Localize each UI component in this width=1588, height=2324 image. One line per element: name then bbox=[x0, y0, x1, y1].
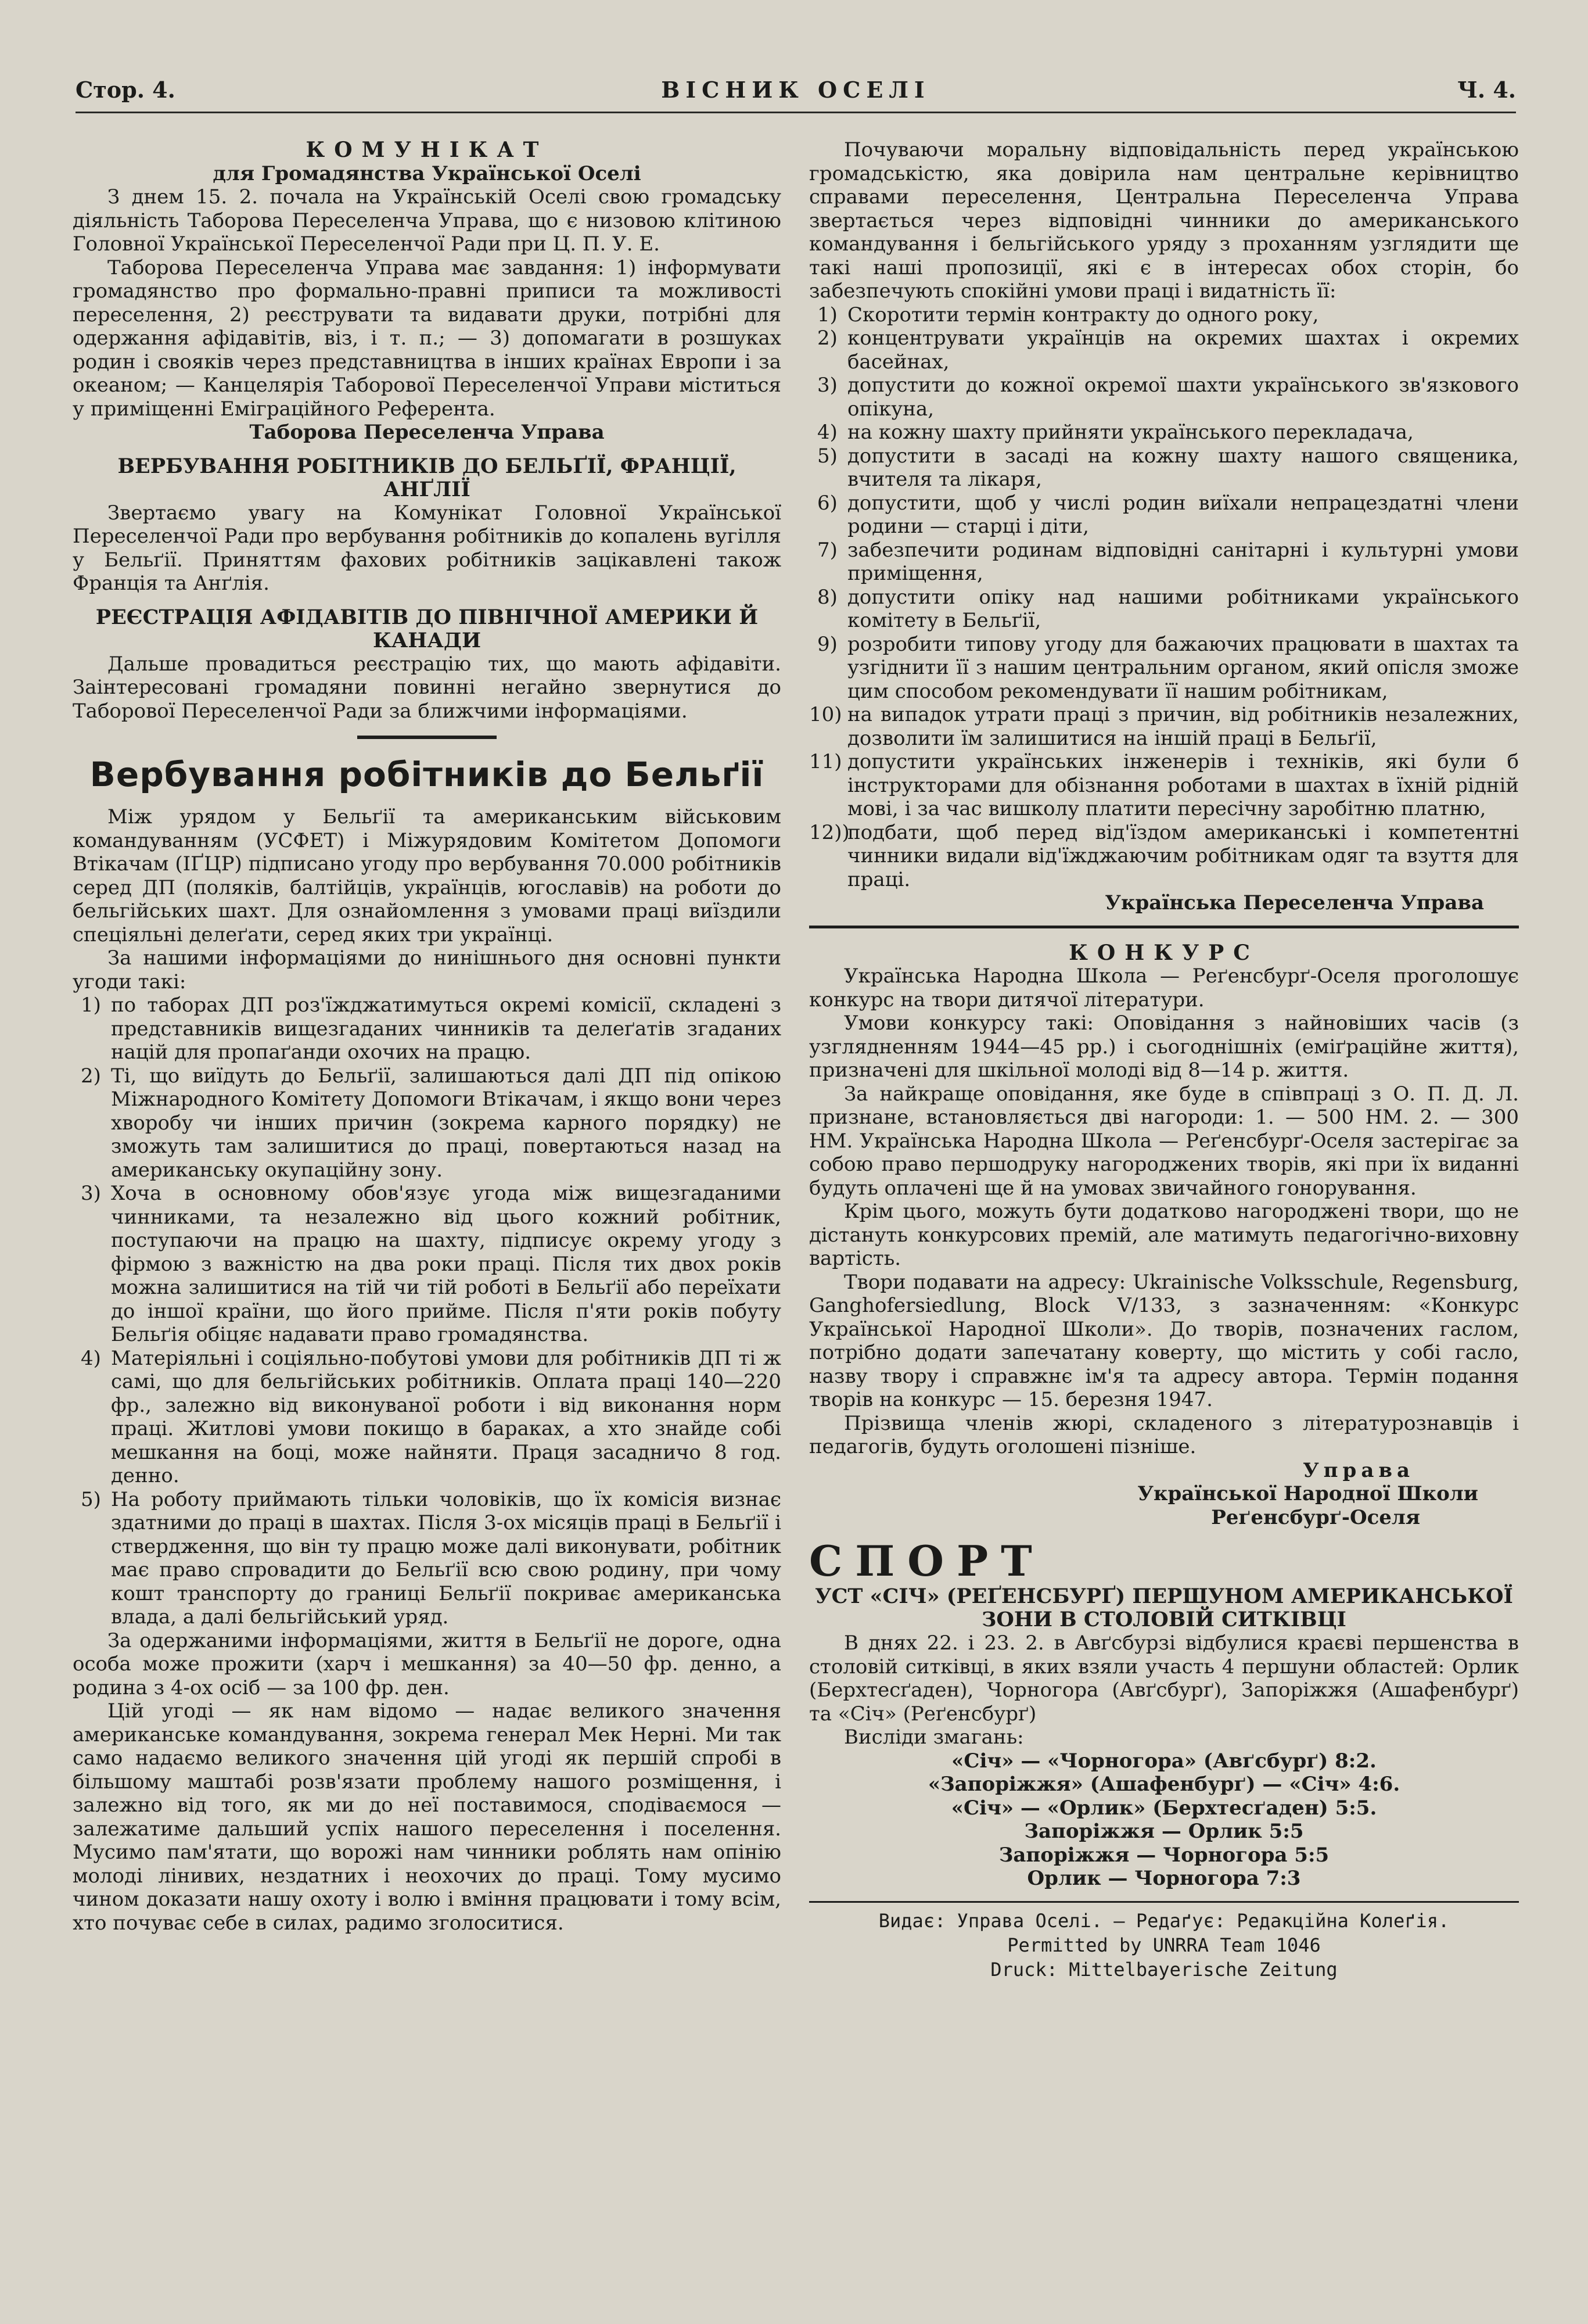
list-item: 1) Скоротити термін контракту до одного року, bbox=[817, 303, 1319, 327]
komunikat-title: КОМУНІКАТ bbox=[306, 138, 548, 162]
list-item: 5) На роботу приймають тільки чоловіків, що їх комісія визнає здатними до праці в шахтах. Після 3-ох місяців праці в Бельґії і ствердження, що він ту працю може далі виконувати, робітник має право спровадити до Бельґії всю свою родину, при чому кошт транспорту до границі Бельґії покриває американська влада, а далі бельгійський уряд. bbox=[81, 1487, 781, 1629]
contest-p1: Українська Народна Школа — Реґенсбурґ-Оселя проголошує конкурс на твори дитячої літератури. bbox=[809, 964, 1519, 1012]
sport-headline: УСТ «СІЧ» (РЕҐЕНСБУРҐ) ПЕРШУНОМ АМЕРИКАНСЬКОЇ ЗОНИ В СТОЛОВІЙ СИТКІВЦІ bbox=[815, 1584, 1513, 1631]
recruitment-text: Звертаємо увагу на Комунікат Головної Української Переселенчої Ради про вербування робітників до копалень вугілля у Бельґії. Приняттям фахових робітників зацікавлені також Франція та Анґлія. bbox=[73, 501, 781, 595]
list-item: 2) Ті, що виїдуть до Бельґії, залишаються далі ДП під опікою Міжнародного Комітету Допомоги Втікачам, і якщо вони через хворобу чи інших причин (зокрема карного порядку) не зможуть там залишитися до праці, повертаються назад на американську окупаційну зону. bbox=[81, 1064, 781, 1182]
contest-title: КОНКУРС bbox=[1069, 940, 1259, 965]
list-item: 3) допустити до кожної окремої шахти українського зв'язкового опікуна, bbox=[817, 374, 1519, 421]
proposals-intro: Почуваючи моральну відповідальність перед українською громадськістю, яка довірила нам центральне керівництво справами переселення, Центральна Переселенча Управа звертається через відповідні чинники до американського командування і бельгійського уряду з проханням узглядити ще такі наші пропозиції, які є в інтересах обох сторін, бо забезпечують спокійні умови праці і видатність її: bbox=[809, 138, 1519, 303]
agreement-points-list bbox=[73, 994, 781, 1629]
imprint-printer: Druck: Mittelbayerische Zeitung bbox=[990, 1958, 1338, 1981]
list-item: 6) допустити, щоб у числі родин виїхали непрацездатні члени родини — старці і діти, bbox=[817, 491, 1519, 538]
list-item: 3) Хоча в основному обов'язує угода між вищезгаданими чинниками, та незалежно від цього кожний робітник, поступаючи на працю на шахту, підписує окрему угоду з фірмою з важністю на два роки праці. Після тих двох років можна залишитися на тій чи тій роботі в Бельґії або переїхати до іншої країни, що його прийме. Після п'яти років побуту Бельґія обіцяє надавати право громадянства. bbox=[81, 1182, 781, 1346]
sport-results bbox=[809, 1749, 1519, 1891]
page-number: Стор. 4. bbox=[76, 77, 175, 103]
sport-results-label: Висліди змагань: bbox=[844, 1726, 1024, 1749]
affidavits-heading: РЕЄСТРАЦІЯ АФІДАВІТІВ ДО ПІВНІЧНОЇ АМЕРИКИ Й КАНАДИ bbox=[95, 605, 759, 652]
result-row: «Запоріжжя» (Ашафенбурґ) — «Січ» 4:6. bbox=[928, 1773, 1400, 1796]
result-row: «Січ» — «Чорногора» (Авґсбурґ) 8:2. bbox=[951, 1749, 1377, 1773]
list-item: 12)) подбати, щоб перед від'їздом американські і компетентні чинники видали від'їжджаючим робітникам одяг та взуття для праці. bbox=[809, 820, 1519, 891]
contest-p5: Твори подавати на адресу: Ukrainische Volksschule, Regensburg, Ganghofersiedlung, Block V/133, з зазначенням: «Конкурс Української Народної Школи». До творів, позначених гаслом, потрібно додати запечатану коверту, що містить у собі гасло, назву твору і справжнє ім'я та адресу автора. Термін подання творів на конкурс — 15. березня 1947. bbox=[809, 1270, 1519, 1411]
recruitment-heading: ВЕРБУВАННЯ РОБІТНИКІВ ДО БЕЛЬҐІЇ, ФРАНЦІЇ, АНҐЛІЇ bbox=[117, 454, 736, 501]
contest-signature-1: Управа bbox=[1303, 1458, 1414, 1482]
page-header bbox=[76, 77, 1516, 113]
list-item: 9) розробити типову угоду для бажаючих працювати в шахтах та узгіднити її з нашим центральним органом, який опісля зможе цим способом рекомендувати її нашим робітникам, bbox=[817, 632, 1519, 703]
list-item: 8) допустити опіку над нашими робітниками українського комітету в Бельґії, bbox=[817, 585, 1519, 632]
belgium-p1: Між урядом у Бельґії та американським військовим командуванням (УСФЕТ) і Міжурядовим Комітетом Допомоги Втікачам (ІҐЦР) підписано угоду про вербування 70.000 робітників серед ДП (поляків, балтійців, українців, югославів) на роботи до бельгійських шахт. Для ознайомлення з умовами праці виїздили спеціяльні делеґати, серед яких три українці. bbox=[73, 805, 781, 946]
list-item: 2) концентрувати українців на окремих шахтах і окремих басейнах, bbox=[817, 327, 1519, 374]
komunikat-signature: Таборова Переселенча Управа bbox=[249, 421, 605, 444]
komunikat-p2: Таборова Переселенча Управа має завдання: 1) інформувати громадянство про формально-правні приписи та можливості переселення, 2) реєструвати та видавати друки, потрібні для одержання афідавітів, віз, і т. п.; — 3) допомагати в розшуках родин і свояків через представництва в інших країнах Европи і за океаном; — Канцелярія Таборової Переселенчої Управи міститься у приміщенні Еміграційного Референта. bbox=[73, 256, 781, 421]
contest-signature-3: Реґенсбурґ-Оселя bbox=[1211, 1505, 1420, 1529]
sport-section-title: СПОРТ bbox=[809, 1536, 1045, 1586]
list-item: 4) на кожну шахту прийняти українського перекладача, bbox=[817, 421, 1414, 444]
belgium-p2: За нашими інформаціями до нинішнього дня основні пункти угоди такі: bbox=[73, 946, 781, 994]
imprint bbox=[809, 1909, 1519, 1982]
result-row: Запоріжжя — Чорногора 5:5 bbox=[998, 1843, 1330, 1867]
result-row: Запоріжжя — Орлик 5:5 bbox=[1024, 1820, 1304, 1843]
list-item: 5) допустити в засаді на кожну шахту нашого священика, вчителя та лікаря, bbox=[817, 444, 1519, 491]
belgium-article-title: Вербування робітників до Бельґії bbox=[89, 755, 764, 794]
result-row: Орлик — Чорногора 7:3 bbox=[1027, 1867, 1301, 1890]
contest-p3: За найкраще оповідання, яке буде в співпраці з О. П. Д. Л. признане, встановляється дві нагороди: 1. — 500 НМ. 2. — 300 НМ. Українська Народна Школа — Реґенсбурґ-Оселя застерігає за собою право першодруку нагороджених творів, які при їх виданні будуть оплачені ще й на умовах звичайного гонорування. bbox=[809, 1082, 1519, 1200]
right-column bbox=[809, 138, 1519, 1982]
imprint-permit: Permitted by UNRRA Team 1046 bbox=[1007, 1934, 1321, 1956]
imprint-publisher: Видає: Управа Оселі. — Редаґує: Редакційна Колеґія. bbox=[878, 1909, 1450, 1932]
contest-p4: Крім цього, можуть бути додатково нагороджені твори, що не дістануть конкурсових премій, але матимуть педагогічно-виховну вартість. bbox=[809, 1200, 1519, 1270]
contest-signature-2: Української Народної Школи bbox=[1137, 1482, 1478, 1505]
footer-rule bbox=[809, 1901, 1519, 1903]
contest-p6: Прізвища членів жюрі, складеного з літературознавців і педагогів, будуть оголошені пізніше. bbox=[809, 1411, 1519, 1458]
list-item: 7) забезпечити родинам відповідні санітарні і культурні умови приміщення, bbox=[817, 538, 1519, 585]
issue-number: Ч. 4. bbox=[1457, 77, 1516, 103]
komunikat-subtitle: для Громадянства Української Оселі bbox=[213, 162, 641, 185]
separator-rule bbox=[357, 736, 497, 739]
contest-p2: Умови конкурсу такі: Оповідання з найновіших часів (з узглядненням 1944—45 рр.) і сьогоднішніх (еміґраційне життя), призначені для шкільної молоді від 8—14 р. життя. bbox=[809, 1012, 1519, 1082]
list-item: 10) на випадок утрати праці з причин, від робітників незалежних, дозволити їм залишитися на іншій праці в Бельґії, bbox=[809, 703, 1519, 750]
sport-text: В днях 22. і 23. 2. в Авґсбурзі відбулися краєві першенства в столовій ситківці, в яких взяли участь 4 першуни областей: Орлик (Берхтесґаден), Чорногора (Авґсбурґ), Запоріжжя (Ашафенбурґ) та «Січ» (Реґенсбурґ) bbox=[809, 1631, 1519, 1726]
newspaper-title: ВІСНИК ОСЕЛІ bbox=[661, 77, 930, 103]
proposals-list bbox=[809, 303, 1519, 892]
separator-rule bbox=[809, 926, 1519, 928]
list-item: 1) по таборах ДП роз'їжджатимуться окремі комісії, складені з представників вищезгаданих чинників та делеґатів згаданих націй для пропаґанди охочих на працю. bbox=[81, 994, 781, 1064]
belgium-p4: Цій угоді — як нам відомо — надає великого значення американське командування, зокрема генерал Мек Нерні. Ми так само надаємо великого значення цій угоді як першій спробі в більшому маштабі розв'язати проблему нашого розміщення, і залежно від того, як ми до неї поставимося, сподіваємося — залежатиме дальший успіх нашого переселення і поселення. Мусимо пам'ятати, що ворожі нам чинники роблять нам опінію молоді лінивих, нездатних і неохочих до праці. Тому мусимо чином доказати нашу охоту і волю і вміння працювати і тому всім, хто почуває себе в силах, радимо зголоситися. bbox=[73, 1699, 781, 1935]
list-item: 4) Матеріяльні і соціяльно-побутові умови для робітників ДП ті ж самі, що для бельгійських робітників. Оплата праці 140—220 фр., залежно від виконуваної роботи і від виконання норм праці. Житлові умови покищо в бараках, а хто знайде собі мешкання на боці, може найняти. Праця засадничо 8 год. денно. bbox=[81, 1346, 781, 1487]
komunikat-p1: З днем 15. 2. почала на Українській Оселі свою громадську діяльність Таборова Переселенча Управа, що є низовою клітиною Головної Української Переселенчої Ради при Ц. П. У. Е. bbox=[73, 185, 781, 256]
proposals-signature: Українська Переселенча Управа bbox=[1105, 891, 1484, 914]
affidavits-text: Дальше провадиться реєстрацію тих, що мають афідавіти. Заінтересовані громадяни повинні негайно звернутися до Таборової Переселенчої Ради за ближчими інформаціями. bbox=[73, 652, 781, 723]
result-row: «Січ» — «Орлик» (Берхтесґаден) 5:5. bbox=[951, 1796, 1377, 1820]
list-item: 11) допустити українських інженерів і техніків, які були б інструкторами для обізнання роботами в шахтах в їхній рідній мові, і за час вишколу платити пересічну заробітню платню, bbox=[809, 750, 1519, 820]
left-column bbox=[73, 138, 781, 1935]
belgium-p3: За одержаними інформаціями, життя в Бельґії не дороге, одна особа може прожити (харч і мешкання) за 40—50 фр. денно, а родина з 4-ох осіб — за 100 фр. ден. bbox=[73, 1629, 781, 1699]
